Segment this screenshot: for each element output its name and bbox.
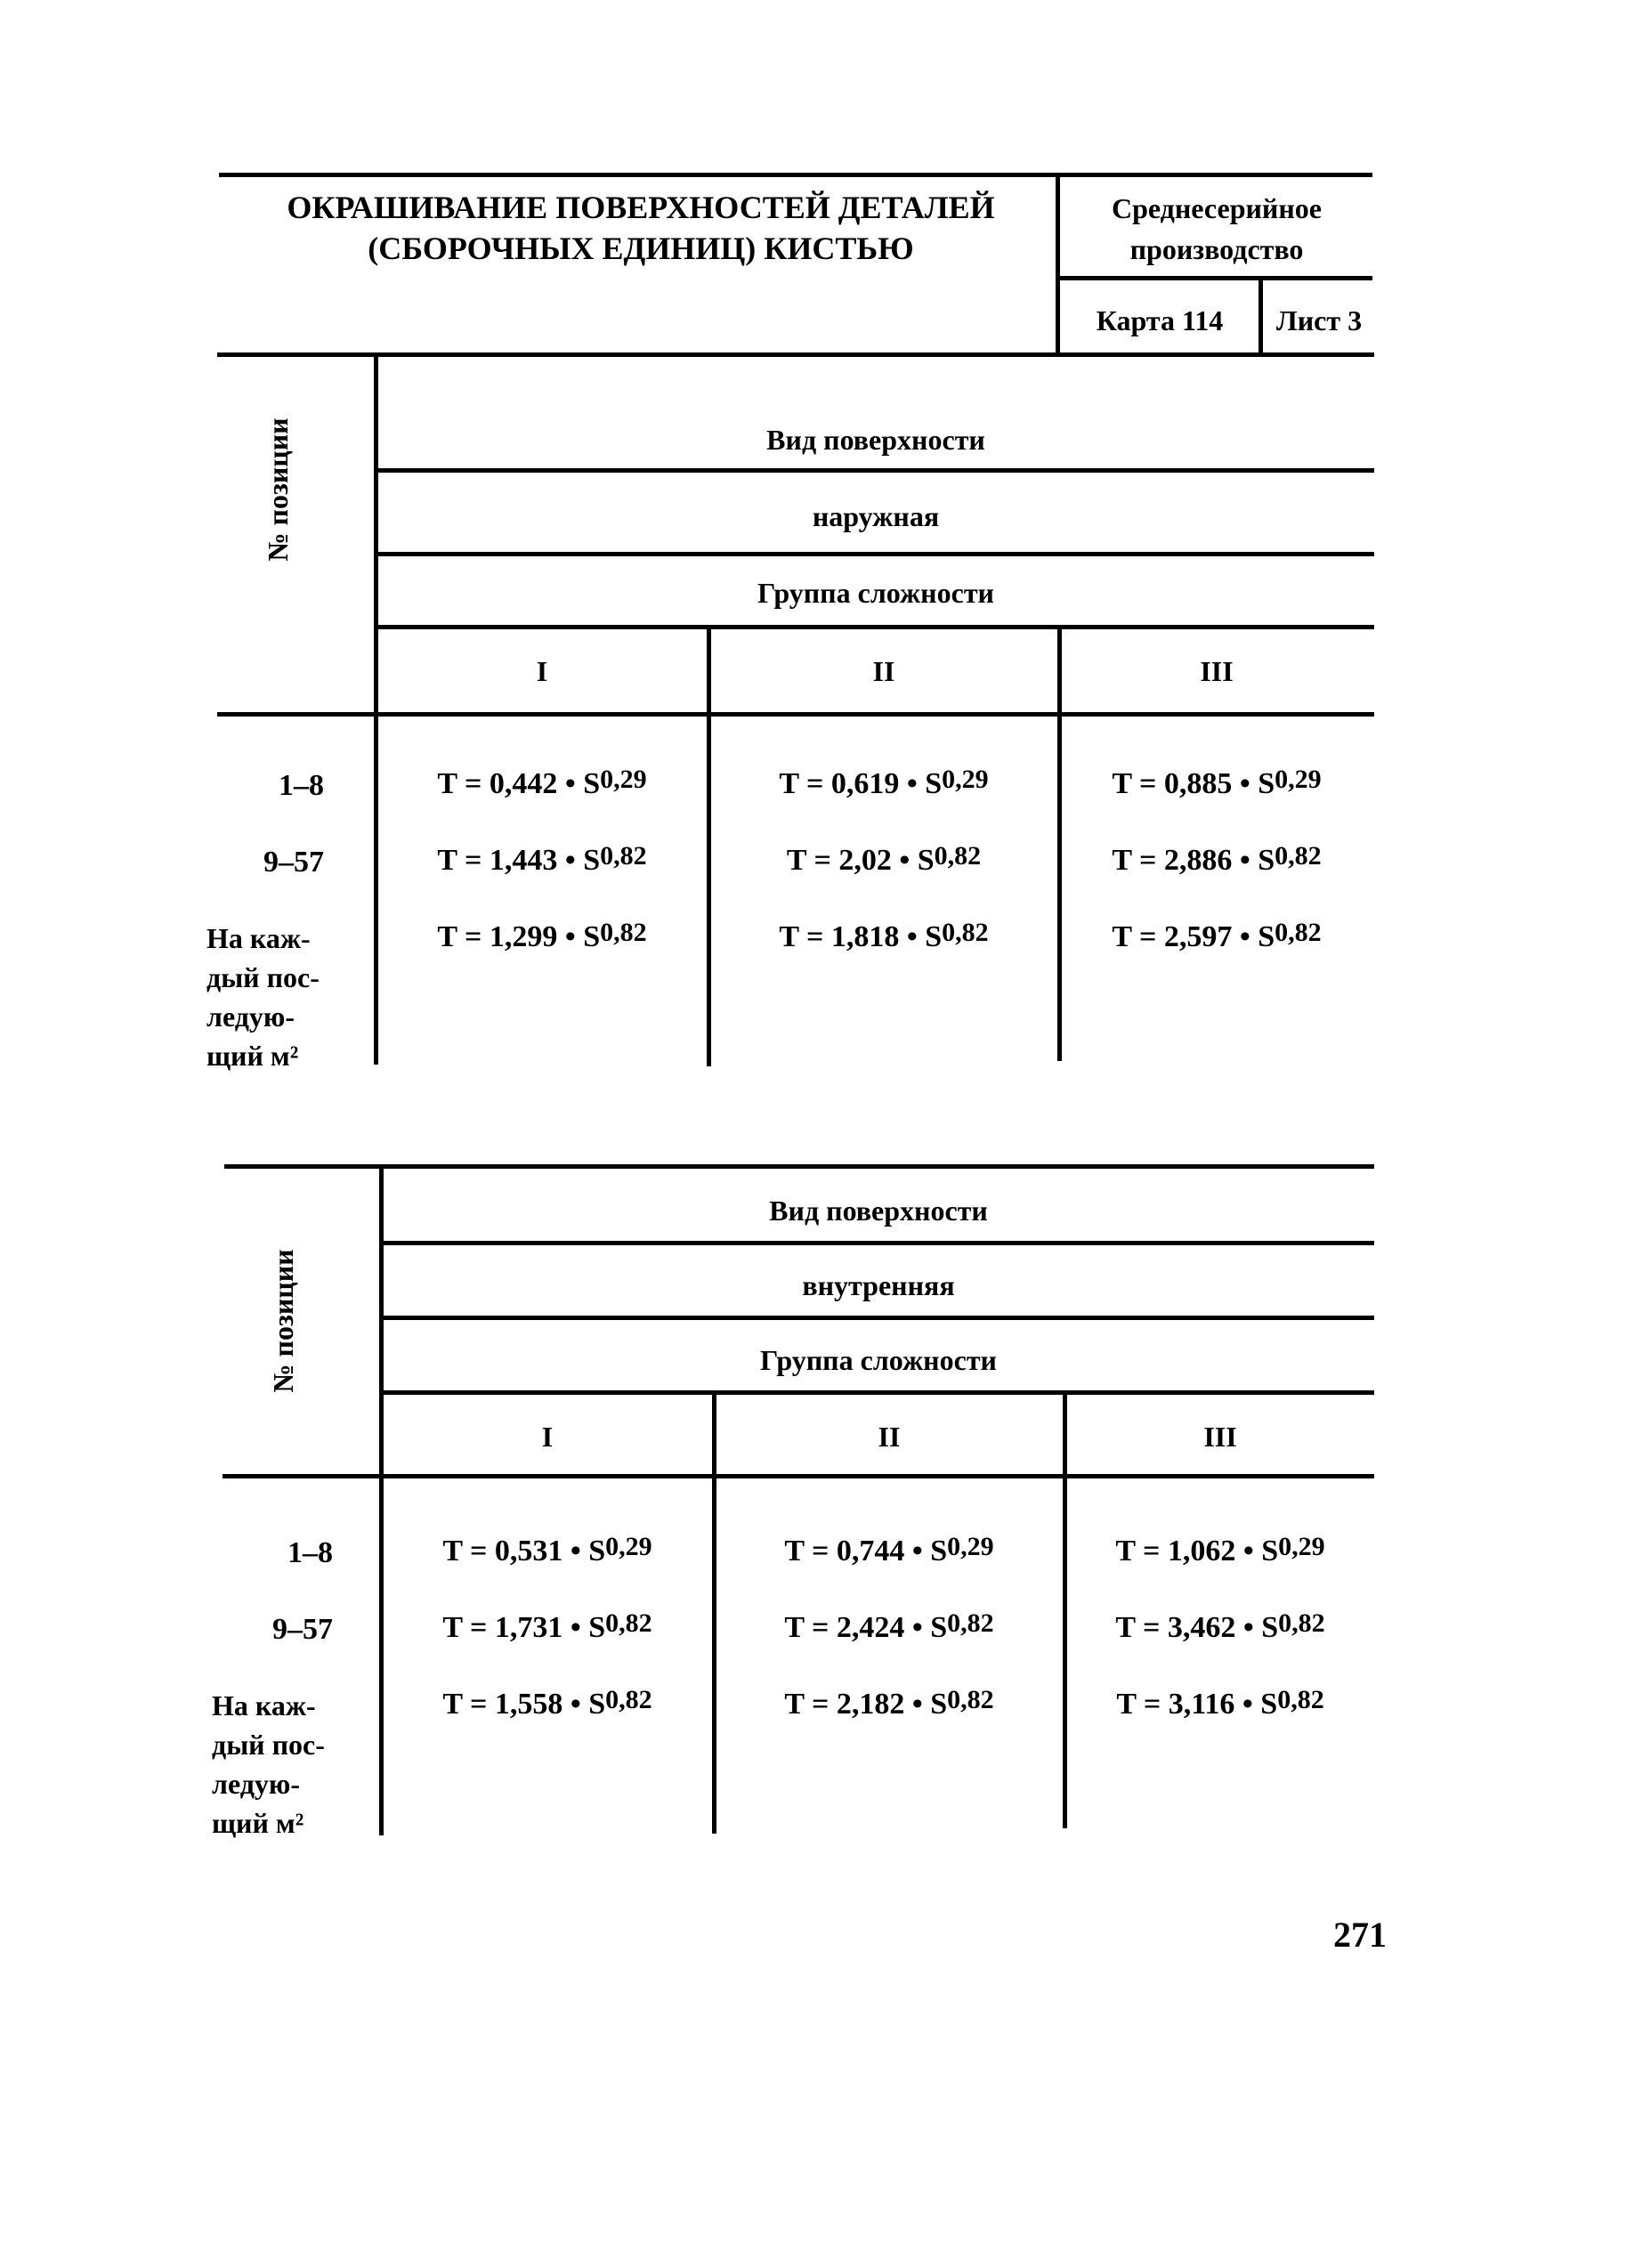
formula-cell: T = 3,462 • S$^{0,82}$: [1115, 1608, 1325, 1644]
formula-cell: T = 2,424 • S$^{0,82}$: [784, 1608, 994, 1644]
formula-cell: T = 1,299 • S$^{0,82}$: [437, 918, 647, 953]
header-top-rule: [219, 173, 1372, 177]
table2-rule-1: [381, 1241, 1374, 1245]
table1-row-label: 9–57: [263, 846, 324, 879]
card-number: Карта 114: [1096, 304, 1224, 336]
table2-header-bottom-rule: [223, 1474, 1374, 1478]
table1-position-label: № позиции: [262, 417, 294, 562]
formula-cell: T = 0,744 • S$^{0,29}$: [784, 1532, 994, 1567]
table2-row-label-line: щий м²: [212, 1807, 304, 1839]
table1-label-divider: [374, 352, 378, 1065]
table1-rule-1: [376, 468, 1374, 473]
table2-group-II: II: [878, 1421, 901, 1453]
table1-surface-type: наружная: [812, 500, 940, 532]
header-bottom-rule: [217, 352, 1374, 357]
formula-cell: T = 2,182 • S$^{0,82}$: [784, 1685, 994, 1721]
table1-row-label-line: щий м²: [206, 1040, 299, 1072]
table2-surface-type-label: Вид поверхности: [769, 1195, 988, 1227]
table2-group-III: III: [1203, 1421, 1237, 1453]
formula-cell: T = 0,442 • S$^{0,29}$: [437, 765, 647, 800]
document-title: [231, 187, 1050, 269]
table2-position-label: № позиции: [267, 1249, 299, 1393]
formula-cell: T = 0,885 • S$^{0,29}$: [1112, 765, 1322, 800]
table1-group-III: III: [1200, 655, 1234, 687]
table2-row-label: 9–57: [272, 1613, 333, 1646]
formula-cell: T = 3,116 • S$^{0,82}$: [1116, 1685, 1324, 1721]
table2-row-label-each-m2: [212, 1686, 345, 1843]
formula-cell: T = 1,062 • S$^{0,29}$: [1115, 1532, 1325, 1567]
sheet-number: Лист 3: [1275, 304, 1363, 336]
formula-cell: T = 1,818 • S$^{0,82}$: [779, 918, 989, 953]
table1-row-label-each-m2: [206, 919, 340, 1075]
formula-cell: T = 2,02 • S$^{0,82}$: [786, 841, 982, 877]
table2-rule-3: [381, 1390, 1374, 1395]
header-right-rule: [1056, 276, 1372, 280]
production-type-line1: Среднесерийное: [1111, 192, 1322, 224]
table1-rule-2: [376, 552, 1374, 556]
table1-row-label-line: На каж-: [206, 922, 311, 954]
page-number: 271: [1333, 1915, 1387, 1955]
formula-cell: T = 1,558 • S$^{0,82}$: [442, 1685, 652, 1721]
table2-row-label-line: ледую-: [212, 1768, 301, 1800]
document-title-line2: (СБОРОЧНЫХ ЕДИНИЦ) КИСТЬЮ: [368, 231, 914, 266]
table2-group-I: I: [541, 1421, 554, 1453]
formula-cell: T = 1,443 • S$^{0,82}$: [437, 841, 647, 877]
table2-col-divider-2: [1063, 1392, 1067, 1828]
table1-row-label: 1–8: [279, 769, 324, 802]
table1-group-II: II: [872, 655, 895, 687]
table2-top-rule: [224, 1164, 1374, 1169]
table2-rule-2: [381, 1316, 1374, 1320]
header-divider: [1056, 173, 1060, 354]
table2-surface-type: внутренняя: [802, 1269, 955, 1301]
table2-row-label-line: На каж-: [212, 1689, 316, 1721]
production-type: [1061, 190, 1372, 267]
table1-complexity-label: Группа сложности: [757, 577, 994, 609]
table1-row-label-line: ледую-: [206, 1000, 295, 1033]
formula-cell: T = 0,619 • S$^{0,29}$: [779, 765, 989, 800]
document-title-line1: ОКРАШИВАНИЕ ПОВЕРХНОСТЕЙ ДЕТАЛЕЙ: [287, 190, 995, 225]
table1-row-label-line: дый пос-: [206, 961, 320, 993]
table2-label-divider: [379, 1166, 384, 1835]
production-type-line2: производство: [1129, 233, 1304, 265]
card-sheet-divider: [1259, 276, 1263, 354]
formula-cell: T = 2,597 • S$^{0,82}$: [1112, 918, 1322, 953]
formula-cell: T = 0,531 • S$^{0,29}$: [442, 1532, 652, 1567]
formula-cell: T = 1,731 • S$^{0,82}$: [442, 1608, 652, 1644]
formula-cell: T = 2,886 • S$^{0,82}$: [1112, 841, 1322, 877]
table1-rule-3: [376, 625, 1374, 629]
table2-complexity-label: Группа сложности: [760, 1344, 997, 1376]
table1-header-bottom-rule: [217, 712, 1374, 717]
table2-row-label: 1–8: [287, 1536, 333, 1569]
table1-surface-type-label: Вид поверхности: [766, 424, 985, 456]
table1-group-I: I: [536, 655, 548, 687]
table2-row-label-line: дый пос-: [212, 1729, 325, 1761]
